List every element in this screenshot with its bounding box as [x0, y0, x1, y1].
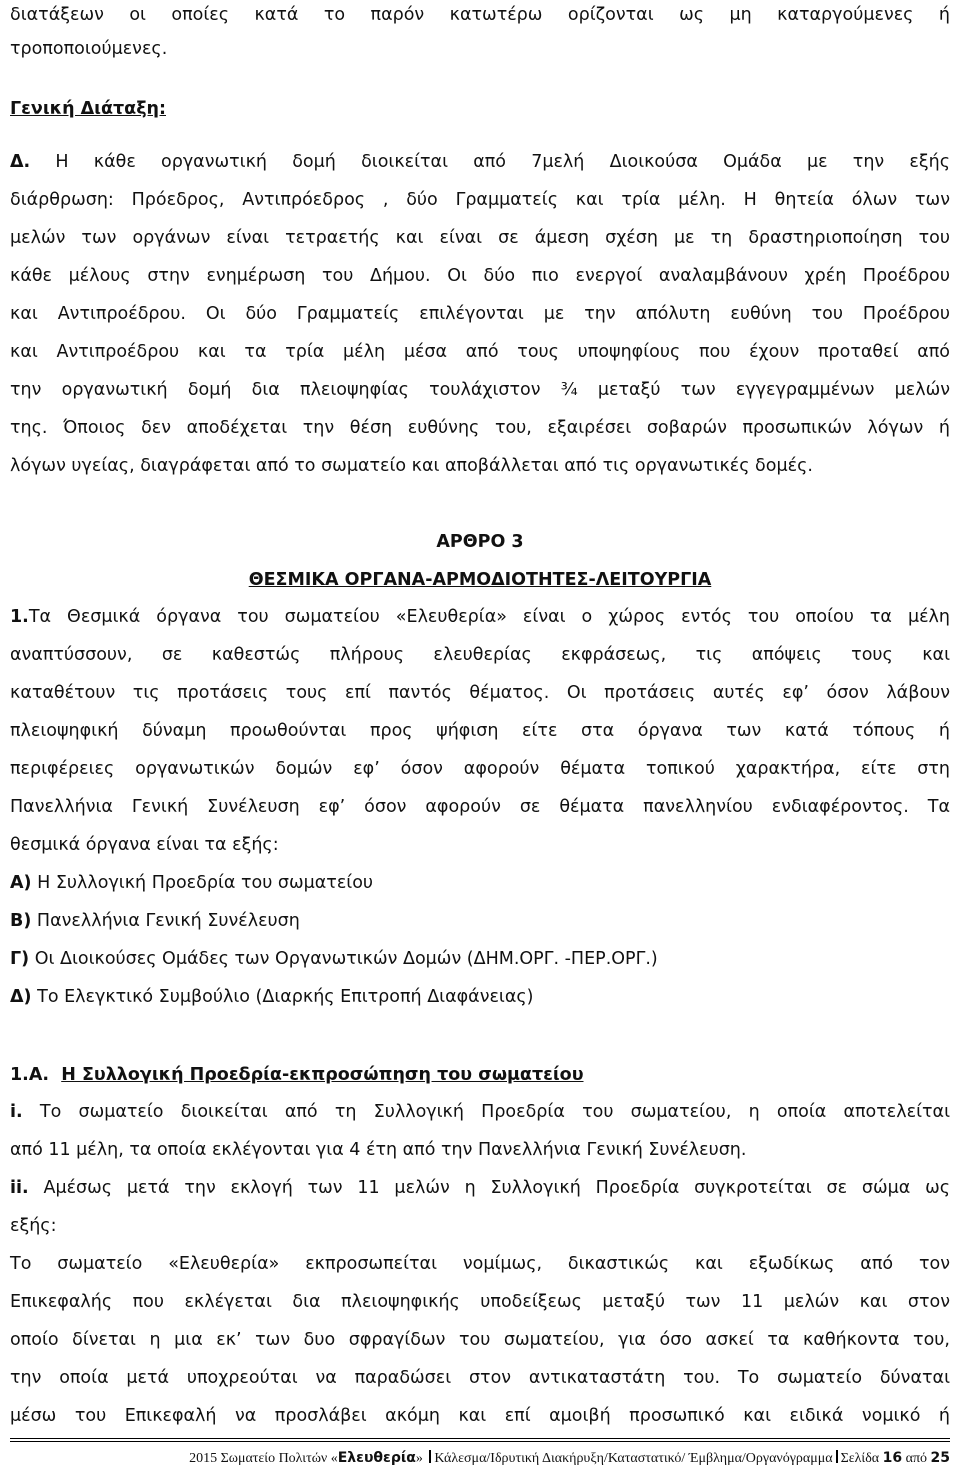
text-line: πλειοψηφική δύναμη προωθούνται προς ψήφιση είτε στα όργανα των κατά τόπους ή [10, 721, 950, 741]
footer-rule [10, 1441, 950, 1442]
text-line: καταθέτουν τις προτάσεις τους επί παντός θέματος. Οι προτάσεις αυτές εφ’ όσον λάβουν [10, 683, 950, 703]
footer-brand: Ελευθερία [337, 1450, 416, 1466]
separator-bar [429, 1450, 431, 1463]
text-span: Το Ελεγκτικό Συμβούλιο (Διαρκής Επιτροπή Διαφάνειας) [37, 987, 534, 1007]
section-heading-general: Γενική Διάταξη: [10, 99, 166, 119]
organ-item-d [10, 982, 950, 1012]
footer-prefix: 2015 Σωματείο Πολιτών « [189, 1451, 338, 1466]
text-line: την οργανωτική δομή δια πλειοψηφίας τουλάχιστον ¾ μεταξύ των εγγεγραμμένων μελών [10, 380, 950, 400]
text-line: μέσω του Επικεφαλή να προσλάβει ακόμη και επί αμοιβή προσωπικό και ειδικά νομικό ή [10, 1406, 950, 1426]
item-label: i. [10, 1102, 23, 1122]
footer-of-word: από [905, 1451, 928, 1466]
text-span: Αμέσως μετά την εκλογή των 11 μελών η Συλλογική Προεδρία συγκροτείται σε σώμα ως [43, 1178, 950, 1198]
item-label: Γ) [10, 949, 30, 969]
item-label: Δ. [10, 152, 31, 172]
text-line: από 11 μέλη, τα οποία εκλέγονται για 4 έτη από την Πανελλήνια Γενική Συνέλευση. [10, 1140, 747, 1160]
separator-bar [836, 1450, 838, 1463]
organ-item-b [10, 906, 950, 936]
text-line: Επικεφαλής που εκλέγεται δια πλειοψηφικής υποδείξεως μεταξύ των 11 μελών και στον [10, 1292, 950, 1312]
text-line: περιφέρειες οργανωτικών δομών εφ’ όσον αφορούν θέματα τοπικού χαρακτήρα, είτε στη [10, 759, 950, 779]
text-line: διάρθρωση: Πρόεδρος, Αντιπρόεδρος , δύο Γραμματείς και τρία μέλη. Η θητεία όλων των [10, 190, 950, 210]
item-label: ii. [10, 1178, 29, 1198]
item-i-first-line [10, 1097, 950, 1127]
text-line: και Αντιπροέδρου και τα τρία μέλη μέσα από τους υποψηφίους που έχουν προταθεί από [10, 342, 950, 362]
footer-page-total: 25 [930, 1450, 950, 1466]
text-line: Πανελλήνια Γενική Συνέλευση εφ’ όσον αφορούν σε θέματα πανελληνίου ενδιαφέροντος. Τα [10, 797, 950, 817]
text-line: οποίο δίνεται η μια εκ’ των δυο σφραγίδων του σωματείου, για όσο ασκεί τα καθήκοντα του, [10, 1330, 950, 1350]
item-label: Δ) [10, 987, 32, 1007]
paragraph-1-first-line [10, 602, 950, 632]
text-span: Πανελλήνια Γενική Συνέλευση [36, 911, 300, 931]
item-label: 1. [10, 607, 29, 627]
item-label: 1.Α. [10, 1065, 50, 1085]
text-line: λόγων υγείας, διαγράφεται από το σωματείο και αποβάλλεται από τις οργανωτικές δομές. [10, 456, 813, 476]
text-line: κάθε μέλους στην ενημέρωση του Δήμου. Οι δύο πιο ενεργοί αναλαμβάνουν χρέη Προέδρου [10, 266, 950, 286]
text-line: μελών των οργάνων είναι τετραετής και είναι σε άμεση σχέση με τη δραστηριοποίηση του [10, 228, 950, 248]
text-span: Η Συλλογική Προεδρία του σωματείου [37, 873, 374, 893]
text-line: αναπτύσσουν, σε καθεστώς πλήρους ελευθερίας εκφράσεως, τις απόψεις τους και [10, 645, 950, 665]
text-line: και Αντιπροέδρου. Οι δύο Γραμματείς επιλέγονται με την απόλυτη ευθύνη του Προέδρου [10, 304, 950, 324]
text-span: Η κάθε οργανωτική δομή διοικείται από 7μελή Διοικούσα Ομάδα με την εξής [55, 152, 950, 172]
text-line: της. Όποιος δεν αποδέχεται την θέση ευθύνης του, εξαιρέσει σοβαρών προσωπικών λόγων ή [10, 418, 950, 438]
text-line: διατάξεων οι οποίες κατά το παρόν κατωτέρω ορίζονται ως μη καταργούμενες ή [10, 5, 950, 25]
organ-item-c [10, 944, 950, 974]
text-line: εξής: [10, 1216, 57, 1236]
item-ii-first-line [10, 1173, 950, 1203]
text-span: Τα Θεσμικά όργανα του σωματείου «Ελευθερία» είναι ο χώρος εντός του οποίου τα μέλη [28, 607, 950, 627]
organ-item-a [10, 868, 950, 898]
text-line: Το σωματείο «Ελευθερία» εκπροσωπείται νομίμως, δικαστικώς και εξωδίκως από τον [10, 1254, 950, 1274]
footer-rule [10, 1438, 950, 1439]
article-title: ΘΕΣΜΙΚΑ ΟΡΓΑΝΑ-ΑΡΜΟΔΙΟΤΗΤΕΣ-ΛΕΙΤΟΥΡΓΙΑ [248, 570, 712, 590]
section-1a-heading [10, 1060, 950, 1090]
article-number: ΑΡΘΡΟ 3 [436, 532, 524, 552]
text-span: Οι Διοικούσες Ομάδες των Οργανωτικών Δομών (ΔΗΜ.ΟΡΓ. -ΠΕΡ.ΟΡΓ.) [34, 949, 658, 969]
paragraph-d-first-line [10, 147, 950, 177]
footer-page-number: 16 [882, 1450, 903, 1466]
item-label: Β) [10, 911, 32, 931]
text-line: την οποία μετά υποχρεούται να παραδώσει στον αντικαταστάτη του. Το σωματείο δύναται [10, 1368, 950, 1388]
footer-page-word: Σελίδα [840, 1451, 880, 1466]
item-label: Α) [10, 873, 32, 893]
footer-mid: » [415, 1451, 427, 1466]
text-line: θεσμικά όργανα είναι τα εξής: [10, 835, 279, 855]
footer-doc-title: Κάλεσμα/Ιδρυτική Διακήρυξη/Καταστατικό/ Έμβλημα/Οργανόγραμμα [434, 1451, 833, 1466]
text-span: Το σωματείο διοικείται από τη Συλλογική Προεδρία του σωματείου, η οποία αποτελείται [39, 1102, 950, 1122]
section-1a-title: Η Συλλογική Προεδρία-εκπροσώπηση του σωματείου [61, 1065, 584, 1085]
footer-text [10, 1450, 950, 1467]
text-line: τροποποιούμενες. [10, 39, 168, 59]
